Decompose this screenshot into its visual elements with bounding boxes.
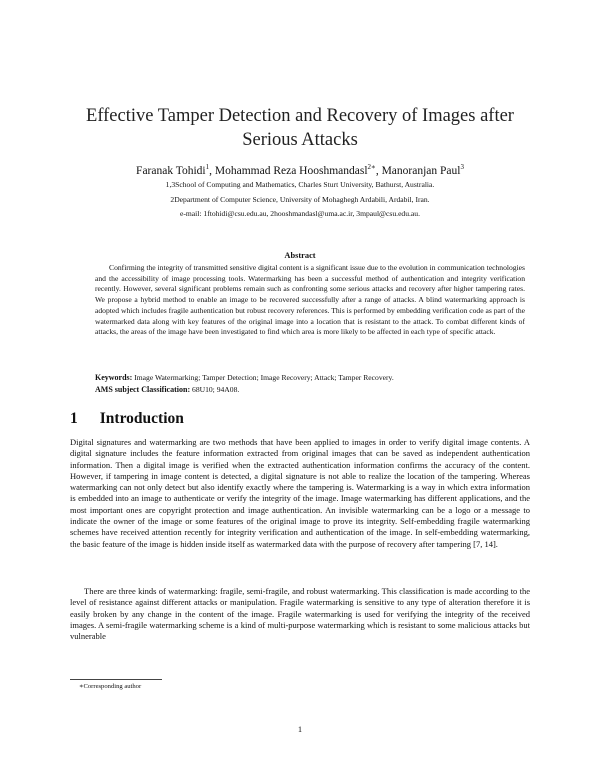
author-name: Manoranjan Paul (381, 164, 461, 177)
section-title: Introduction (99, 410, 184, 427)
author-superscript: 2∗ (367, 163, 376, 171)
body-paragraph: Digital signatures and watermarking are two methods that have been applied to images in order to verify digital image contents. A digital signature includes the feature information extracted from original images that can be saved as independent authentication information. Then a digital image is verified when the extracted authentication information confirms the accuracy of the content. However, if tampering in image content is detected, a digital signature is not able to realize the location of the tampering. Whereas watermarking can not only detect but also identify exactly where the tampering is. Watermarking is a way in which extra information is embedded into an image to authenticate or verify the integrity of the image. Image watermarking has different applications, and the most important ones are copyright protection and image authentication. An invisible watermarking can be a logo or a message to indicate the owner of the image or some features of the original image to prove its integrity. Self-embedding fragile watermarking schemes have received attention recently for integrity verification and authentication of the image. In self-embedding watermarking, the basic feature of the image is hidden inside itself as watermarked data with the purpose of recovery after tampering [7, 14]. (70, 437, 530, 549)
footnote: ∗Corresponding author (79, 683, 142, 690)
author-name: Faranak Tohidi (136, 164, 206, 177)
abstract-text: Confirming the integrity of transmitted sensitive digital content is a significant issue due to the evolution in communication technologies and the accessibility of image processing tools. Watermarking has been a successful method of authentication and integrity verification recently. However, several significant problems remain such as confronting some serious attacks and recovery after higher tampering rates. We propose a hybrid method to enable an image to be recovered successfully after a range of attacks. A blind watermarking approach is adopted which includes fragile authentication but robust recovery references. This is performed by embedding verification code as part of the watermarked data along with key features of the original image into a location that is resistant to the attack. To combat different kinds of attacks, the areas of the image have been investigated to find which area is more likely to be affected in each type of specific attack. (95, 263, 525, 337)
page-number: 1 (297, 724, 303, 734)
affiliation-line: 1,3School of Computing and Mathematics, Charles Sturt University, Bathurst, Australia. (165, 180, 435, 189)
keywords-line (95, 372, 525, 383)
keywords-text: Image Watermarking; Tamper Detection; Image Recovery; Attack; Tamper Recovery. (134, 373, 394, 382)
section-number: 1 (70, 410, 78, 427)
ams-label: AMS subject Classification: (95, 385, 191, 394)
email-line: e-mail: 1ftohidi@csu.edu.au, 2hooshmandasl@uma.ac.ir, 3mpaul@csu.edu.au. (180, 209, 420, 218)
author-superscript: 3 (460, 163, 464, 171)
ams-text: 68U10; 94A08. (192, 385, 240, 394)
section-heading (70, 410, 184, 428)
footnote-divider (70, 679, 162, 680)
affiliation-line: 2Department of Computer Science, University of Mohaghegh Ardabili, Ardabil, Iran. (170, 195, 430, 204)
author-list: Faranak Tohidi$^1$, Mohammad Reza Hooshmandasl$^{2∗}$, Manoranjan Paul$^3$ (136, 163, 464, 177)
paper-title: Effective Tamper Detection and Recovery of Images after Serious Attacks (86, 106, 514, 150)
author-name: Mohammad Reza Hooshmandasl (214, 164, 368, 177)
keywords-label: Keywords: (95, 373, 133, 382)
author-superscript: 1 (205, 163, 210, 171)
body-paragraph: There are three kinds of watermarking: fragile, semi-fragile, and robust watermarking. This classification is made according to the level of resistance against different attacks or manipulation. Fragile watermarking is sensitive to any type of alteration therefore it is easily broken by any change in the content of the image. Fragile watermarking is used for verifying the integrity of the received images. A semi-fragile watermarking scheme is a kind of multi-purpose watermarking which is resistant to some malicious attacks but vulnerable (70, 586, 530, 642)
abstract-heading: Abstract (284, 251, 316, 260)
ams-classification-line (95, 384, 525, 395)
